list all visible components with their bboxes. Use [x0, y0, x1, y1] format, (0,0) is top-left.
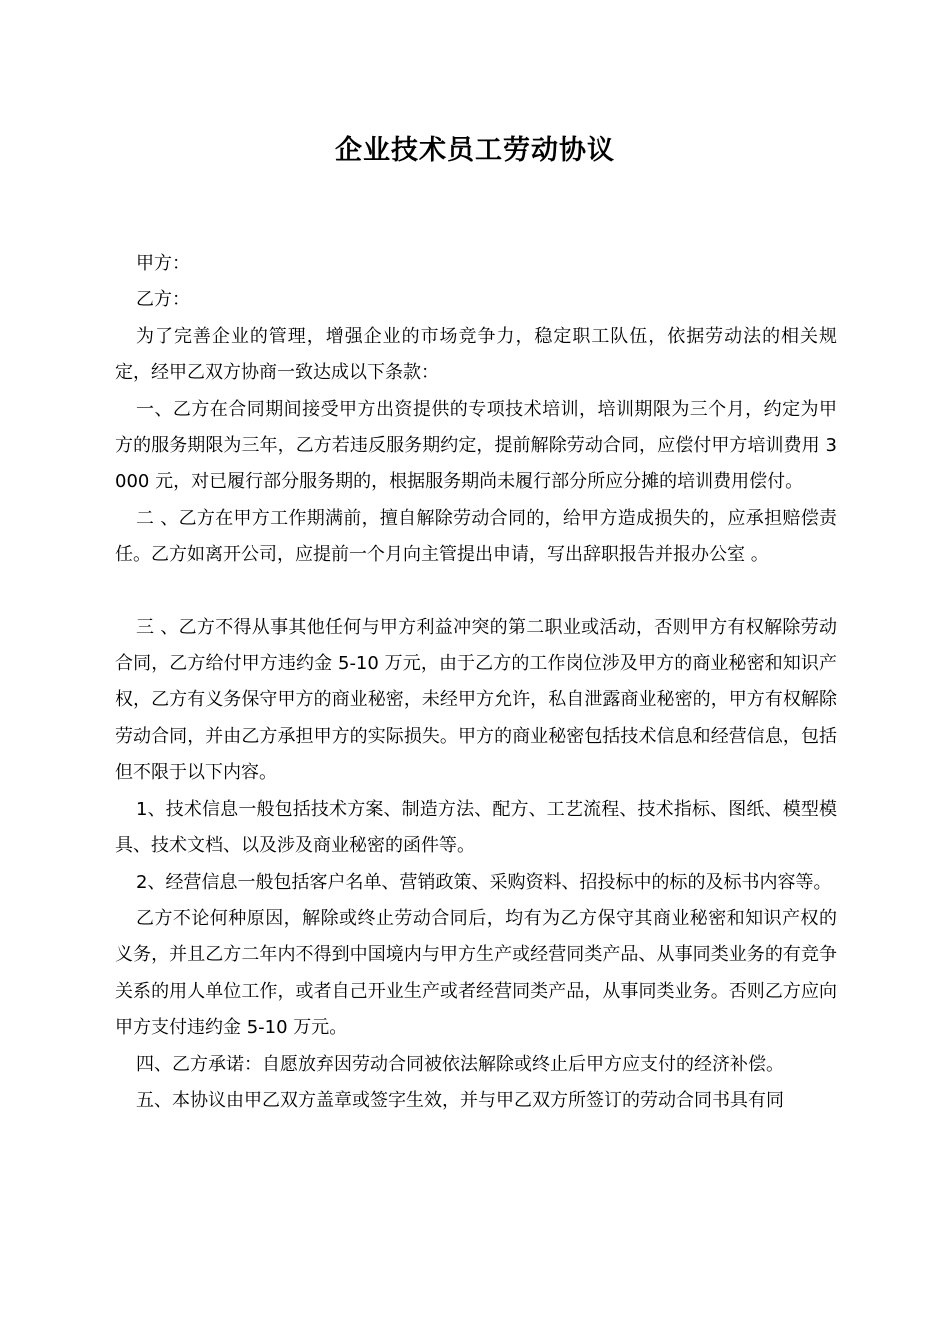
clause-5: 五、本协议由甲乙双方盖章或签字生效，并与甲乙双方所签订的劳动合同书具有同 — [136, 1089, 784, 1111]
clause-3-item-1: 1、技术信息一般包括技术方案、制造方法、配方、工艺流程、技术指标、图纸、模型模具、技术文档、以及涉及商业秘密的函件等。 — [115, 798, 837, 857]
intro-paragraph: 为了完善企业的管理，增强企业的市场竞争力，稳定职工队伍，依据劳动法的相关规定，经甲乙双方协商一致达成以下条款： — [115, 325, 837, 384]
paragraph-gap — [115, 574, 837, 610]
clause-4: 四、乙方承诺：自愿放弃因劳动合同被依法解除或终止后甲方应支付的经济补偿。 — [136, 1053, 784, 1075]
clause-1: 一、乙方在合同期间接受甲方出资提供的专项技术培训，培训期限为三个月，约定为甲方的服务期限为三年，乙方若违反服务期约定，提前解除劳动合同，应偿付甲方培训费用 3000 元，对已履行部分服务期的，根据服务期尚未履行部分所应分摊的培训费用偿付。 — [115, 398, 837, 493]
clause-2: 二 、乙方在甲方工作期满前，擅自解除劳动合同的，给甲方造成损失的，应承担赔偿责任。乙方如离开公司，应提前一个月向主管提出申请，写出辞职报告并报办公室 。 — [115, 507, 837, 566]
document-title: 企业技术员工劳动协议 — [335, 135, 615, 166]
party-b-line: 乙方： — [136, 289, 190, 311]
party-a-line: 甲方： — [136, 253, 190, 274]
clause-3-item-2: 2、经营信息一般包括客户名单、营销政策、采购资料、招投标中的标的及标书内容等。 — [136, 871, 832, 893]
clause-3: 三 、乙方不得从事其他任何与甲方利益冲突的第二职业或活动，否则甲方有权解除劳动合同，乙方给付甲方违约金 5-10 万元，由于乙方的工作岗位涉及甲方的商业秘密和知识产权，乙方有义务保守甲方的商业秘密，未经甲方允许，私自泄露商业秘密的，甲方有权解除劳动合同，并由乙方承担甲方的实际损失。甲方的商业秘密包括技术信息和经营信息，包括但不限于以下内容。 — [115, 616, 837, 784]
document-body — [115, 246, 837, 1119]
clause-3-note: 乙方不论何种原因，解除或终止劳动合同后，均有为乙方保守其商业秘密和知识产权的义务，并且乙方二年内不得到中国境内与甲方生产或经营同类产品、从事同类业务的有竞争关系的用人单位工作，或者自己开业生产或者经营同类产品，从事同类业务。否则乙方应向甲方支付违约金 5-10 万元。 — [115, 907, 837, 1039]
